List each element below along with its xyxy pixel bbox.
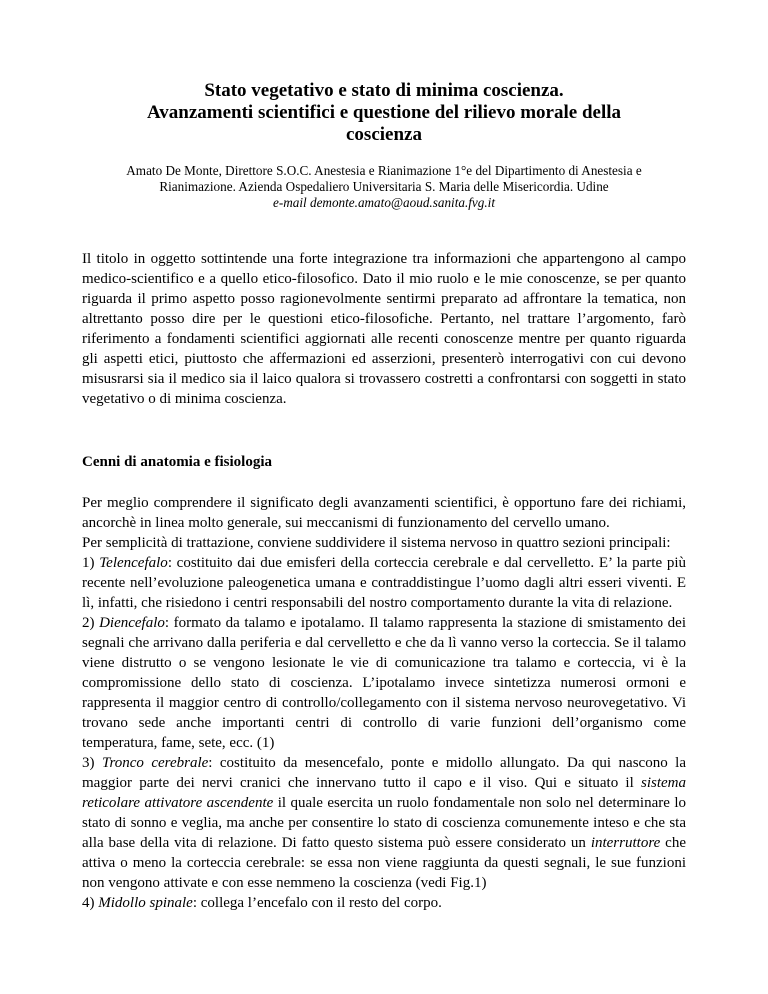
list-item-term: Diencefalo [99,615,165,631]
list-item-text: : costituito dai due emisferi della corteccia cerebrale e dal cervelletto. E’ la parte più recente nell’evoluzione paleogenetica umana e contraddistingue l’uomo dagli altri esseri viventi. E lì, infatti, che risiedono i centri responsabili del nostro comportamento durante la vita di relazione. [82,555,687,611]
list-item-term: Telencefalo [99,555,168,571]
list-item-number: 4) [82,895,95,911]
document-title [82,80,686,146]
list-item-emphasis: sistema reticolare attivatore ascendente [82,775,686,811]
title-line-3: coscienza [346,124,422,145]
list-item-term: Midollo spinale [98,895,193,911]
list-item-emphasis: interruttore [590,835,661,851]
list-item-text: : costituito da mesencefalo, ponte e midollo allungato. Da qui nascono la maggior parte dei nervi cranici che innervano tutto il capo e il viso. Qui e situato il [82,755,686,791]
author-email: e-mail demonte.amato@aoud.sanita.fvg.it [272,195,495,210]
list-item-term: Tronco cerebrale [101,755,209,771]
list-item-tronco-cerebrale [82,753,686,893]
list-item-number: 1) [82,555,95,571]
title-line-2: Avanzamenti scientifici e questione del rilievo morale della [146,102,622,123]
list-item-number: 3) [82,755,95,771]
list-item-diencefalo [82,613,686,753]
title-line-1: Stato vegetativo e stato di minima coscienza. [204,80,564,101]
intro-paragraph: Il titolo in oggetto sottintende una forte integrazione tra informazioni che appartengono al campo medico-scientifico e a quello etico-filosofico. Dato il mio ruolo e le mie conoscenze, se per quanto riguarda il primo aspetto posso ragionevolmente sentirmi preparato ad affrontare la tematica, non altrettanto posso dire per le questioni etico-filosofiche. Pertanto, nel trattare l’argomento, farò riferimento a fondamenti scientifici aggiornati alle recenti conoscenze mentre per quanto riguarda gli aspetti etici, piuttosto che affermazioni ed asserzioni, presenterò interrogativi con cui devono misusrarsi sia il medico sia il laico qualora si trovassero costretti a confrontarsi con soggetti in stato vegetativo o di minima coscienza. [82,251,686,407]
section-paragraph-2: Per semplicità di trattazione, conviene suddividere il sistema nervoso in quattro sezioni principali: [82,535,671,551]
list-item-text: : collega l’encefalo con il resto del corpo. [192,895,442,911]
list-item-number: 2) [82,615,95,631]
section-body [82,493,686,913]
document-page [82,80,686,913]
list-item-text: il quale esercita un ruolo fondamentale non solo nel determinare lo stato di sonno e veglia, ma anche per consentire lo stato di coscienza comunemente inteso e che sta alla base della vita di relazione. Di fatto questo sistema può essere considerato un [82,795,686,851]
list-item-midollo-spinale [82,893,686,913]
list-item-text: che attiva o meno la corteccia cerebrale: se essa non viene raggiunta da questi segnali, le sue funzioni non vengono attivate e con esse nemmeno la coscienza (vedi Fig.1) [82,835,686,891]
author-line-2: Rianimazione. Azienda Ospedaliero Universitaria S. Maria delle Misericordia. Udine [159,179,609,194]
author-line-1: Amato De Monte, Direttore S.O.C. Anestesia e Rianimazione 1°e del Dipartimento di Anestesia e [126,163,642,178]
section-heading: Cenni di anatomia e fisiologia [82,454,273,470]
list-item-text: : formato da talamo e ipotalamo. Il talamo rappresenta la stazione di smistamento dei segnali che arrivano dalla periferia e dal cervelletto e che da lì vanno verso la corteccia. Se il talamo viene distrutto o se vengono lesionate le vie di comunicazione tra talamo e corteccia, vi è la compromissione dello stato di coscienza. L’ipotalamo invece sintetizza numerosi ormoni e rappresenta il maggior centro di controllo/collegamento con il sistema nervoso neurovegetativo. Vi trovano sede anche importanti centri di controllo di varie funzioni dell’organismo come temperatura, fame, sete, ecc. (1) [82,615,687,751]
section-paragraph-1: Per meglio comprendere il significato degli avanzamenti scientifici, è opportuno fare dei richiami, ancorchè in linea molto generale, sui meccanismi di funzionamento del cervello umano. [82,495,686,531]
list-item-telencefalo [82,553,686,613]
author-block [82,163,686,211]
